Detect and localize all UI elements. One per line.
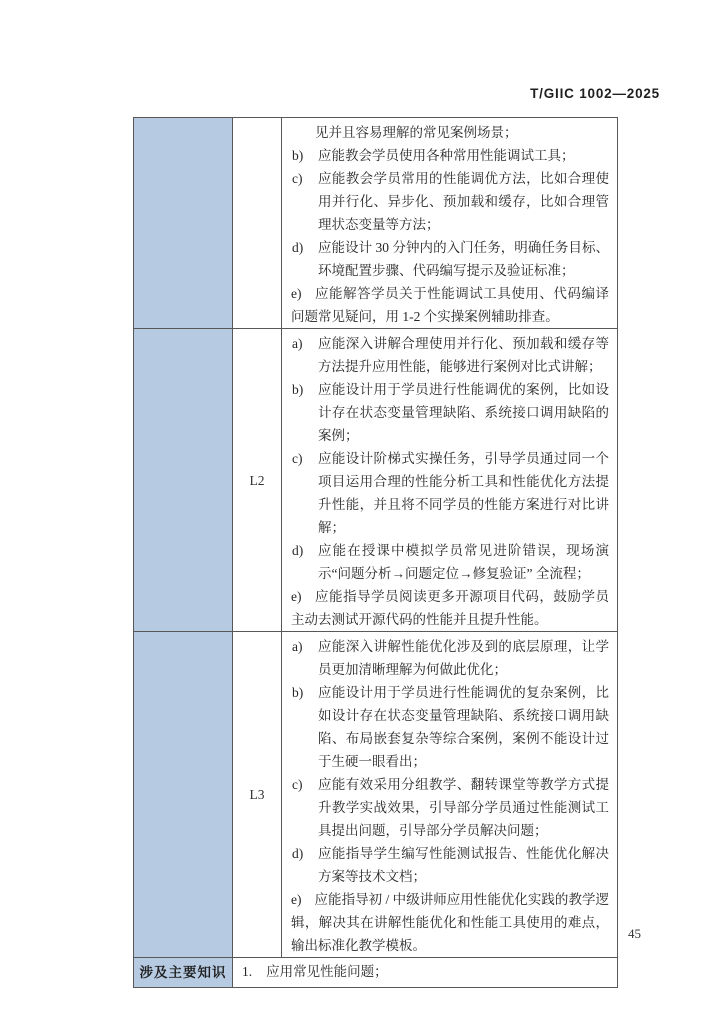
list-item-text: 应能在授课中模拟学员常见进阶错误，现场演示“问题分析→问题定位→修复验证” 全流程； <box>318 543 609 581</box>
list-item-text: 应能设计阶梯式实操任务，引导学员通过同一个项目运用合理的性能分析工具和性能优化方法提升性能，并且将不同学员的性能方案进行对比讲解； <box>318 451 609 535</box>
category-cell-blue <box>134 329 233 631</box>
level-cell-l3 <box>233 632 282 957</box>
requirements-cell <box>282 329 617 631</box>
requirements-cell <box>282 118 617 328</box>
table-row-l2 <box>134 329 617 632</box>
list-item-marker: c) <box>292 171 303 186</box>
list-item <box>291 773 609 842</box>
page-number: 45 <box>628 926 641 941</box>
list-item-marker: d) <box>292 543 304 558</box>
table-row-l3 <box>134 632 617 958</box>
list-item <box>291 681 609 773</box>
list-item-marker: b) <box>292 148 304 163</box>
list-item-text: 应能解答学员关于性能调试工具使用、代码编译问题常见疑问，用 1-2 个实操案例辅助排查。 <box>291 286 609 324</box>
list-item-text: 应能设计用于学员进行性能调优的案例，比如设计存在状态变量管理缺陷、系统接口调用缺陷的案例； <box>318 382 609 443</box>
list-item-marker: c) <box>292 451 303 466</box>
list-item-text: 应能设计 30 分钟内的入门任务，明确任务目标、环境配置步骤、代码编写提示及验证标准； <box>318 240 609 278</box>
knowledge-header-cell <box>134 958 233 987</box>
list-item-marker: b) <box>292 382 304 397</box>
category-cell-blue <box>134 632 233 957</box>
list-item <box>291 378 609 447</box>
level-label: L3 <box>249 787 265 802</box>
list-item <box>291 236 609 282</box>
list-item <box>291 447 609 539</box>
list-item <box>291 121 609 144</box>
list-item-marker: a) <box>292 639 303 654</box>
knowledge-item-text: 应用常见性能问题； <box>266 964 388 979</box>
table-row-knowledge <box>134 958 617 987</box>
requirements-table <box>133 117 618 988</box>
list-item <box>291 332 609 378</box>
list-item-text: 应能深入讲解合理使用并行化、预加载和缓存等方法提升应用性能，能够进行案例对比式讲解； <box>318 336 609 374</box>
list-item <box>291 539 609 585</box>
list-item-marker: d) <box>292 240 304 255</box>
list-item-text: 见并且容易理解的常见案例场景； <box>315 125 518 140</box>
list-item-marker: b) <box>292 685 304 700</box>
knowledge-item-number: 1. <box>242 964 253 979</box>
knowledge-content-cell <box>233 958 617 987</box>
list-item <box>291 842 609 888</box>
list-item <box>291 282 609 328</box>
list-item-text: 应能指导学生编写性能测试报告、性能优化解决方案等技术文档； <box>318 846 609 884</box>
list-item-marker: e) <box>291 892 302 907</box>
list-item <box>291 635 609 681</box>
list-item <box>291 585 609 631</box>
list-item-text: 应能教会学员常用的性能调优方法，比如合理使用并行化、异步化、预加载和缓存，比如合理管理状态变量等方法； <box>318 171 609 232</box>
list-item-marker: a) <box>292 336 303 351</box>
list-item <box>291 167 609 236</box>
list-item-marker: e) <box>291 589 302 604</box>
list-item-text: 应能设计用于学员进行性能调优的复杂案例，比如设计存在状态变量管理缺陷、系统接口调用缺陷、布局嵌套复杂等综合案例，案例不能设计过于生硬一眼看出； <box>318 685 609 769</box>
list-item-text: 应能深入讲解性能优化涉及到的底层原理，让学员更加清晰理解为何做此优化； <box>318 639 609 677</box>
list-item-marker: e) <box>291 286 302 301</box>
table-row-l1-continued <box>134 118 617 329</box>
level-cell-l2 <box>233 329 282 631</box>
knowledge-header-label: 涉及主要知识 <box>139 965 227 980</box>
level-cell-empty <box>233 118 282 328</box>
list-item-text: 应能指导学员阅读更多开源项目代码，鼓励学员主动去测试开源代码的性能并且提升性能。 <box>291 589 609 627</box>
list-item <box>291 144 609 167</box>
list-item <box>291 888 609 957</box>
level-label: L2 <box>249 472 265 488</box>
list-item-text: 应能教会学员使用各种常用性能调试工具； <box>318 148 575 163</box>
category-cell-blue <box>134 118 233 328</box>
list-item-marker: d) <box>292 846 304 861</box>
list-item-text: 应能有效采用分组教学、翻转课堂等教学方式提升教学实战效果，引导部分学员通过性能测试工具提出问题，引导部分学员解决问题； <box>318 777 609 838</box>
list-item-text: 应能指导初 / 中级讲师应用性能优化实践的教学逻辑，解决其在讲解性能优化和性能工具使用的难点，输出标准化教学模板。 <box>291 892 609 953</box>
list-item-marker: c) <box>292 777 303 792</box>
requirements-cell <box>282 632 617 957</box>
document-header-code: T/GIIC 1002—2025 <box>530 86 660 101</box>
